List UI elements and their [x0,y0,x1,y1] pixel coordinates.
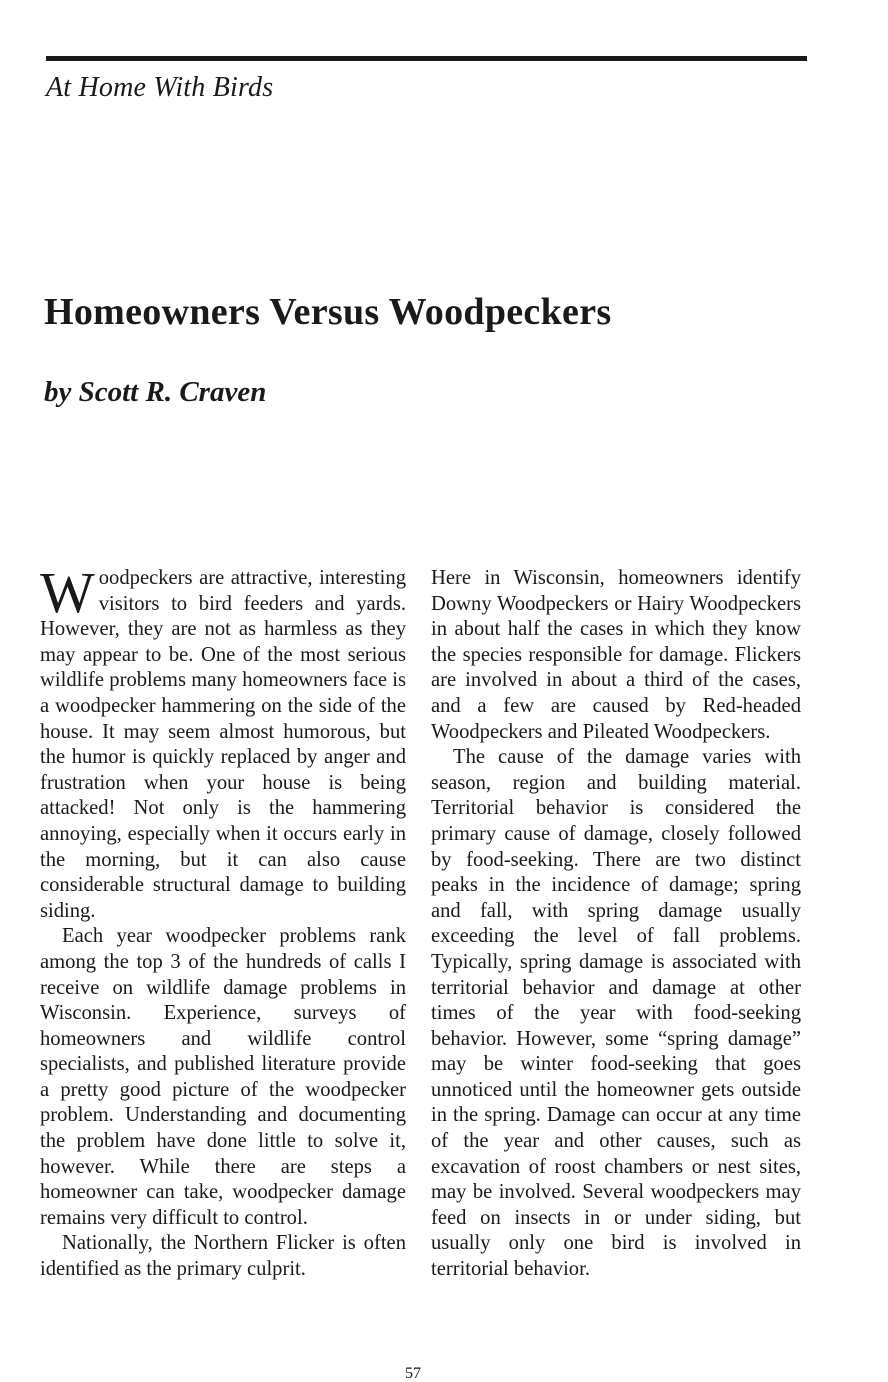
byline: by Scott R. Craven [44,376,267,408]
paragraph-text: oodpeckers are attractive, interesting visitors to bird feeders and yards. However, they are not as harmless as they may appear to be. One of the most serious wildlife problems many homeowners face is a woodpecker hammering on the side of the house. It may seem almost humorous, but the humor is quickly replaced by anger and frustration when your house is being attacked! Not only is the hammering annoying, especially when it occurs early in the morning, but it can also cause considerable structural damage to building siding. [40,567,406,922]
drop-cap: W [40,560,95,625]
paragraph [40,560,406,924]
body-column-left [40,560,406,1283]
paragraph: The cause of the damage varies with season, region and building material. Territorial behavior is considered the primary cause of damage, closely followed by food-seeking. There are two distinct peaks in the incidence of damage; spring and fall, with spring damage usually exceeding the level of fall problems. Typically, spring damage is associated with territorial behavior and damage at other times of the year with food-seeking behavior. However, some “spring damage” may be winter food-seeking that goes unnoticed until the homeowner gets outside in the spring. Damage can occur at any time of the year and other causes, such as excavation of roost chambers or nest sites, may be involved. Several woodpeckers may feed on insects in or under siding, but usually only one bird is involved in territorial behavior. [431,746,801,1281]
page-number: 57 [405,1365,421,1382]
paragraph: Here in Wisconsin, homeowners identify Downy Woodpeckers or Hairy Woodpeckers in about half the cases in which they know the species responsible for damage. Flickers are involved in about a third of the cases, and a few are caused by Red-headed Woodpeckers and Pileated Woodpeckers. [431,567,801,743]
header-rule [46,56,807,61]
paragraph: Each year woodpecker problems rank among the top 3 of the hundreds of calls I receive on wildlife damage problems in Wisconsin. Experience, surveys of homeowners and wildlife control specialists, and published literature provide a pretty good picture of the woodpecker problem. Understanding and documenting the problem have done little to solve it, however. While there are steps a homeowner can take, woodpecker damage remains very difficult to control. [40,925,406,1229]
paragraph: Nationally, the Northern Flicker is often identified as the primary culprit. [40,1232,406,1281]
column-header: At Home With Birds [46,72,274,103]
body-column-right [431,566,801,1283]
article-title: Homeowners Versus Woodpeckers [44,291,612,333]
